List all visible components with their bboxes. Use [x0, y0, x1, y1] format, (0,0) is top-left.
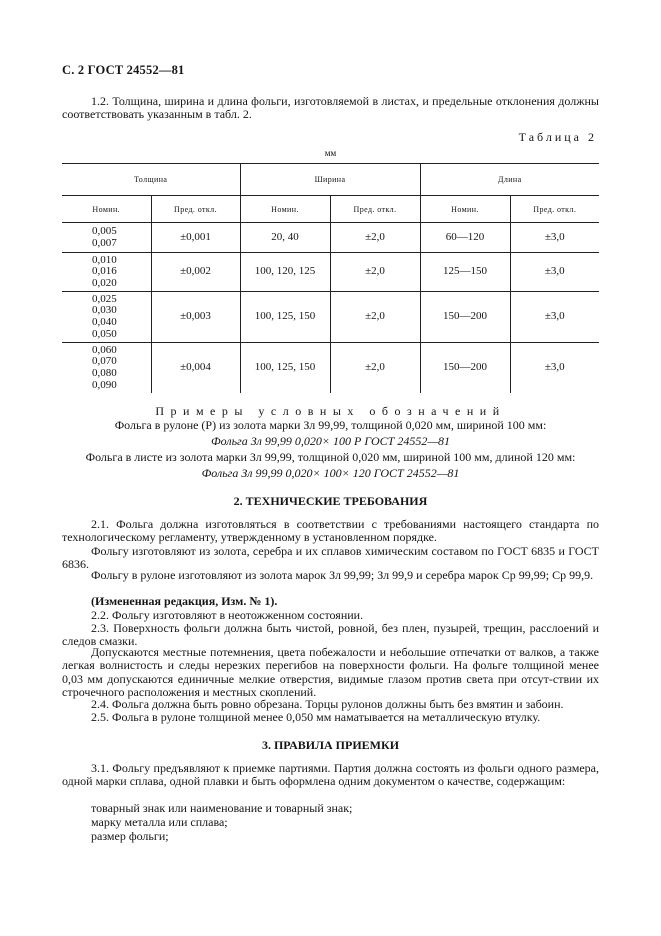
cell-thickness-tolerance: ±0,001	[151, 223, 240, 253]
cell-width-tolerance: ±2,0	[330, 253, 420, 292]
header-length: Длина	[420, 164, 599, 196]
cell-length: 60—120	[420, 223, 510, 253]
section-2-title: 2. ТЕХНИЧЕСКИЕ ТРЕБОВАНИЯ	[233, 494, 428, 508]
cell-thickness: 0,025 0,030 0,040 0,050	[62, 292, 151, 343]
cell-length-tolerance: ±3,0	[510, 223, 599, 253]
subheader-width-nominal: Номин.	[240, 196, 330, 223]
cell-length: 150—200	[420, 292, 510, 343]
paragraph-2-5: 2.5. Фольга в рулоне толщиной менее 0,050 мм наматывается на металлическую втулку.	[91, 710, 541, 724]
subheader-thickness-nominal: Номин.	[62, 196, 151, 223]
section-3-title: 3. ПРАВИЛА ПРИЕМКИ	[261, 738, 400, 752]
cell-thickness-tolerance: ±0,004	[151, 343, 240, 394]
examples-title: Примеры условных обозначений	[155, 404, 506, 418]
cell-thickness-tolerance: ±0,002	[151, 253, 240, 292]
example-sheet-text: Фольга в листе из золота марки Зл 99,99, толщиной 0,020 мм, шириной 100 мм, длиной 120 мм:	[85, 450, 576, 464]
paragraph-2-4: 2.4. Фольга должна быть ровно обрезана. Торцы рулонов должны быть без вмятин и забоин.	[91, 697, 564, 711]
subheader-length-nominal: Номин.	[420, 196, 510, 223]
paragraph-2-1: 2.1. Фольга должна изготовляться в соответствии с требованиями настоящего стандарта по технологическому регламенту, утвержденному в установленном порядке.	[62, 517, 599, 545]
revision-note: (Измененная редакция, Изм. № 1).	[91, 594, 278, 608]
intro-paragraph: 1.2. Толщина, ширина и длина фольги, изготовляемой в листах, и предельные отклонения должны соответствовать указанным в табл. 2.	[62, 94, 599, 122]
page-header: С. 2 ГОСТ 24552—81	[62, 63, 185, 77]
cell-thickness: 0,010 0,016 0,020	[62, 253, 151, 292]
cell-length-tolerance: ±3,0	[510, 292, 599, 343]
cell-width-tolerance: ±2,0	[330, 292, 420, 343]
cell-width: 100, 125, 150	[240, 343, 330, 394]
paragraph-2-3: 2.3. Поверхность фольги должна быть чистой, ровной, без плен, пузырей, трещин, расслоений и следов смазки.	[62, 621, 599, 649]
cell-length: 150—200	[420, 343, 510, 394]
cell-width-tolerance: ±2,0	[330, 343, 420, 394]
table-caption: Таблица 2	[518, 130, 597, 144]
paragraph-2-1c: Фольгу в рулоне изготовляют из золота марок Зл 99,99; Зл 99,9 и серебра марок Ср 99,99; Ср 99,9.	[91, 568, 594, 582]
example-roll-designation: Фольга Зл 99,99 0,020× 100 Р ГОСТ 24552—81	[210, 434, 450, 448]
table-row	[62, 253, 599, 292]
paragraph-2-2: 2.2. Фольгу изготовляют в неотожженном состоянии.	[91, 608, 364, 622]
cell-width: 20, 40	[240, 223, 330, 253]
table-row	[62, 223, 599, 253]
subheader-width-tolerance: Пред. откл.	[330, 196, 420, 223]
subheader-length-tolerance: Пред. откл.	[510, 196, 599, 223]
paragraph-2-3b: Допускаются местные потемнения, цвета побежалости и небольшие отпечатки от валков, а также легкая волнистость и следы нерезких перегибов на поверхности фольги. На фольге толщиной менее 0,03 мм допускаются единичные мелкие отверстия, видимые глазом против света при отсут-ствии их строчечного расположения и местных скоплений.	[62, 645, 599, 700]
list-item: марку металла или сплава;	[91, 815, 228, 829]
example-sheet-designation: Фольга Зл 99,99 0,020× 100× 120 ГОСТ 24552—81	[201, 466, 460, 480]
cell-width: 100, 120, 125	[240, 253, 330, 292]
cell-width: 100, 125, 150	[240, 292, 330, 343]
header-width: Ширина	[240, 164, 420, 196]
example-roll-text: Фольга в рулоне (Р) из золота марки Зл 99,99, толщиной 0,020 мм, шириной 100 мм:	[114, 418, 547, 432]
subheader-thickness-tolerance: Пред. откл.	[151, 196, 240, 223]
paragraph-2-1b: Фольгу изготовляют из золота, серебра и их сплавов химическим составом по ГОСТ 6835 и ГОСТ 6836.	[62, 544, 599, 572]
cell-thickness: 0,060 0,070 0,080 0,090	[92, 343, 117, 391]
cell-thickness-tolerance: ±0,003	[151, 292, 240, 343]
dimensions-table	[62, 163, 599, 393]
header-thickness: Толщина	[62, 164, 240, 196]
cell-thickness: 0,005 0,007	[62, 223, 151, 253]
paragraph-3-1: 3.1. Фольгу предъявляют к приемке партиями. Партия должна состоять из фольги одного размера, одной марки сплава, одной плавки и быть оформлена одним документом о качестве, содержащим:	[62, 761, 599, 789]
table-row	[62, 343, 599, 394]
list-item: товарный знак или наименование и товарный знак;	[91, 801, 353, 815]
cell-length: 125—150	[420, 253, 510, 292]
table-row	[62, 292, 599, 343]
cell-length-tolerance: ±3,0	[510, 343, 599, 394]
cell-length-tolerance: ±3,0	[510, 253, 599, 292]
table-units: мм	[324, 148, 337, 158]
cell-width-tolerance: ±2,0	[330, 223, 420, 253]
list-item: размер фольги;	[91, 829, 169, 843]
